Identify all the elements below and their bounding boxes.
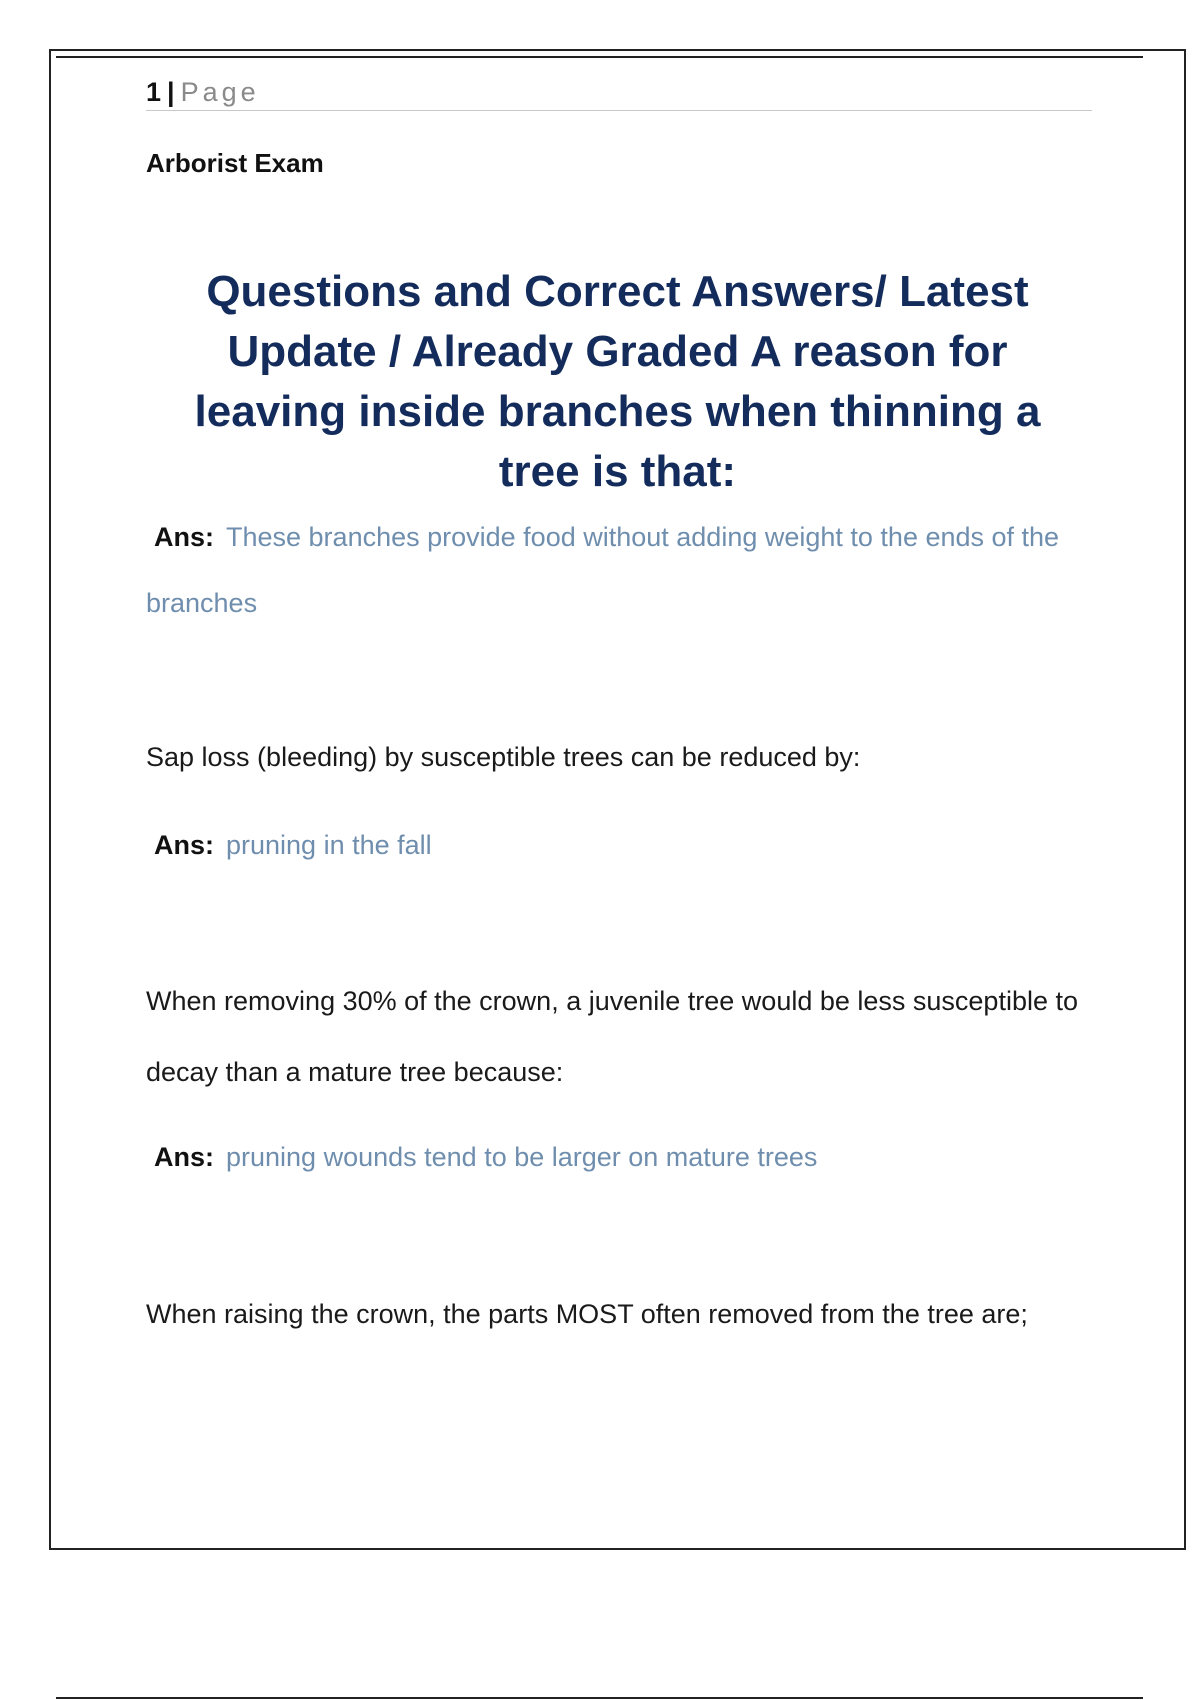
page-word: Page — [180, 77, 260, 107]
page-header — [146, 74, 1092, 111]
page-separator: | — [167, 77, 175, 107]
answer-label: Ans: — [154, 1142, 214, 1172]
answer-block-3 — [146, 1124, 1096, 1190]
question-2: Sap loss (bleeding) by susceptible trees can be reduced by: — [146, 742, 861, 772]
answer-text: pruning wounds tend to be larger on mature trees — [226, 1142, 818, 1172]
answer-text: pruning in the fall — [226, 830, 432, 860]
question-4: When raising the crown, the parts MOST often removed from the tree are; — [146, 1299, 1028, 1329]
bottom-rule — [56, 1697, 1143, 1699]
question-3: When removing 30% of the crown, a juvenile tree would be less susceptible to decay than a mature tree because: — [146, 986, 1079, 1087]
answer-label: Ans: — [154, 830, 214, 860]
answer-block-1 — [146, 504, 1096, 636]
page-number: 1 — [146, 77, 162, 107]
answer-label: Ans: — [154, 522, 214, 552]
document-title: Questions and Correct Answers/ Latest Update / Already Graded A reason for leaving inside branches when thinning a tree is that: — [194, 267, 1041, 496]
answer-text: These branches provide food without adding weight to the ends of the branches — [146, 522, 1060, 618]
document-label: Arborist Exam — [146, 148, 324, 178]
top-rule — [56, 56, 1143, 58]
answer-block-2 — [146, 812, 1096, 878]
